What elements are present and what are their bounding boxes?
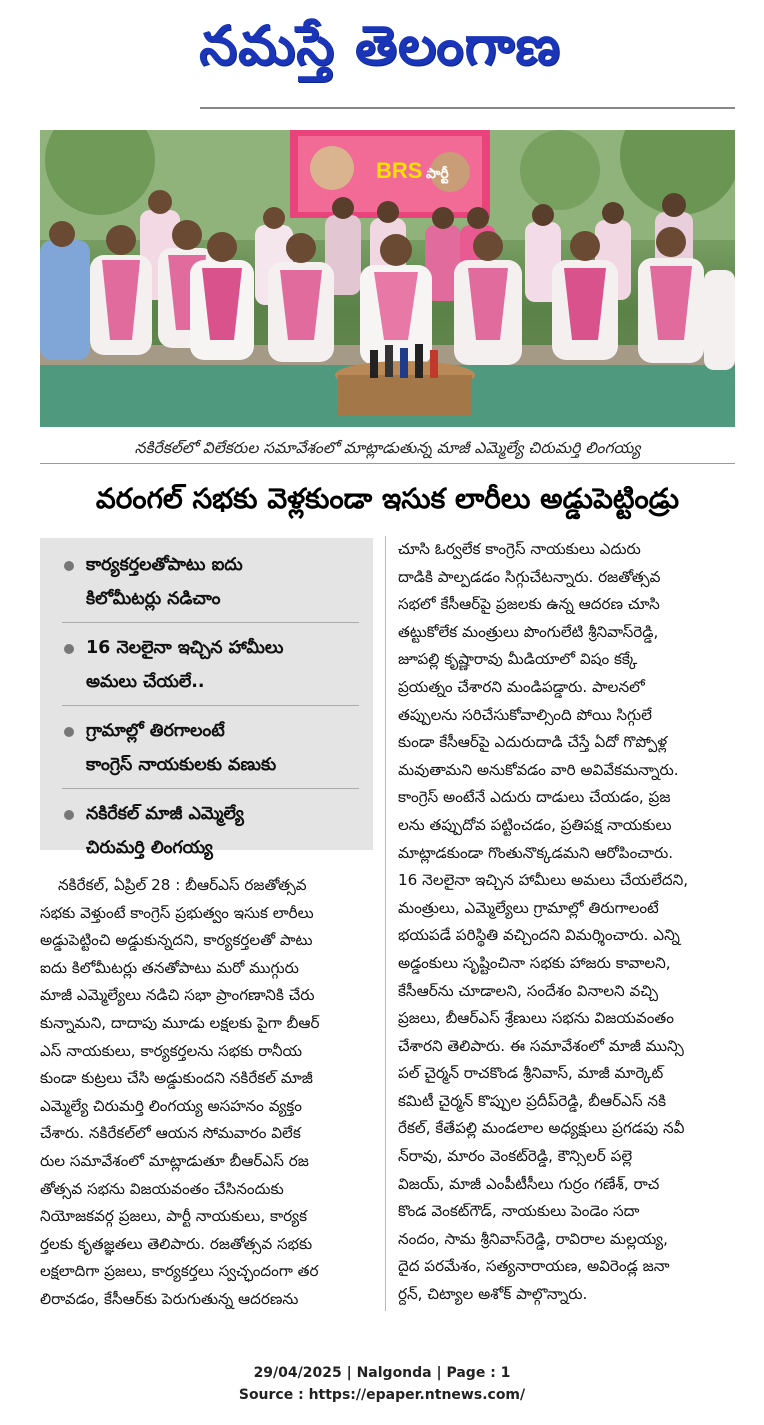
highlight-line: గ్రామాల్లో తిరగాలంటే — [86, 721, 225, 741]
body-line: ఎమ్మెల్యే చిరుమర్తి లింగయ్య అసహనం వ్యక్తం — [40, 1096, 302, 1115]
article-body-right-column — [398, 536, 735, 1309]
body-line: చేశారు. నకిరేకల్‌లో ఆయన సోమవారం విలేక — [40, 1124, 301, 1143]
body-line: కొండ వెంకట్‌గౌడ్, నాయకులు పెండెం సదా — [398, 1202, 640, 1221]
body-line: ఎస్ నాయకులు, కార్యకర్తలను సభకు రానీయ — [40, 1041, 303, 1060]
body-line: లిరావడం, కేసీఆర్‌కు పెరుగుతున్న ఆదరణను — [40, 1289, 299, 1308]
body-line: సభకు వెళ్తుంటే కాంగ్రెస్ ప్రభుత్వం ఇసుక లారీలు — [40, 903, 314, 922]
body-line: కుండా కుట్రలు చేసి అడ్డుకుందని నకిరేకల్ మాజీ — [40, 1069, 313, 1088]
highlight-item — [62, 548, 359, 623]
footer-date-edition: 29/04/2025 | Nalgonda | Page : 1 — [253, 1365, 511, 1381]
press-meet-photo-illustration — [40, 130, 735, 427]
body-line: లను తప్పుదోవ పట్టించడం, ప్రతిపక్ష నాయకులు — [398, 815, 672, 834]
body-line: మవుతామని అనుకోవడం వారి అవివేకమన్నారు. — [398, 760, 679, 779]
highlight-line: 16 నెలలైనా ఇచ్చిన హామీలు — [86, 638, 284, 658]
bullet-icon — [64, 810, 74, 820]
body-line: కేసీఆర్‌ను చూడాలని, సందేశం వినాలని వచ్చి — [398, 981, 659, 1000]
highlight-line: కాంగ్రెస్ నాయకులకు వణుకు — [86, 755, 277, 775]
footer-source-link[interactable]: Source : https://epaper.ntnews.com/ — [238, 1387, 526, 1403]
body-line: తోత్సవ సభను విజయవంతం చేసినందుకు — [40, 1179, 284, 1198]
body-line: దైద పరమేశం, సత్యనారాయణ, అవిరెండ్ల జనా — [398, 1257, 670, 1276]
banner-sub-text: పార్టీ — [426, 166, 449, 182]
highlight-item — [62, 631, 359, 706]
body-line: విజయ్, మాజీ ఎంపీటీసీలు గుర్రం గణేశ్, రాచ — [398, 1174, 660, 1193]
body-line: రేకల్, కేతేపల్లి మండలాల అధ్యక్షులు ప్రగడపు నవీ — [398, 1119, 685, 1138]
highlight-item — [62, 714, 359, 789]
body-line: మాట్లాడకుండా గొంతునొక్కడమని ఆరోపించారు. — [398, 843, 674, 862]
bullet-icon — [64, 644, 74, 654]
highlight-line: చిరుమర్తి లింగయ్య — [86, 838, 213, 858]
body-line: ప్రజలు, బీఆర్‌ఎస్ శ్రేణులు సభను విజయవంతం — [398, 1009, 674, 1028]
body-line: తప్పులను సరిచేసుకోవాల్సింది పోయి సిగ్గులే — [398, 705, 652, 724]
body-line: దాడికి పాల్పడడం సిగ్గుచేటన్నారు. రజతోత్సవ — [398, 567, 661, 586]
body-line: కమిటీ చైర్మన్ కొప్పుల ప్రదీప్‌రెడ్డి, బీఆర్‌ఎస్ నకి — [398, 1091, 667, 1110]
body-line: పల్ చైర్మన్ రాచకొండ శ్రీనివాస్, మాజీ మార్కెట్ — [398, 1064, 664, 1083]
body-line: సభలో కేసీఆర్‌పై ప్రజలకు ఉన్న ఆదరణ చూసి — [398, 595, 660, 614]
body-line: మంత్రులు, ఎమ్మెల్యేలు గ్రామాల్లో తిరుగాలంటే — [398, 898, 659, 917]
page-footer — [0, 1362, 764, 1406]
body-line: నియోజకవర్గ ప్రజలు, పార్టీ నాయకులు, కార్యక — [40, 1207, 308, 1226]
tree-mid — [520, 130, 600, 210]
article-body-left-column — [40, 872, 373, 1314]
banner-text: BRS — [376, 158, 423, 183]
body-line: చూసి ఓర్వలేక కాంగ్రెస్ నాయకులు ఎదురు — [398, 540, 641, 558]
body-line: ర్తలకు కృతజ్ఞతలు తెలిపారు. రజతోత్సవ సభకు — [40, 1234, 313, 1253]
banner-portrait-left — [310, 146, 354, 190]
body-line: ప్రయత్నం చేశారని మండిపడ్డారు. పాలనలో — [398, 677, 645, 696]
body-line: న్‌రావు, మారం వెంకట్‌రెడ్డి, కౌన్సిలర్ పల్లె — [398, 1147, 633, 1166]
body-line: ఐదు కిలోమీటర్లు తనతోపాటు మరో ముగ్గురు — [40, 958, 299, 977]
bullet-icon — [64, 727, 74, 737]
body-line: కుండా కేసీఆర్‌పై ఎదురుదాడి చేస్తే ఏదో గొప్పోళ్ల — [398, 733, 668, 752]
body-line: నందం, సామ శ్రీనివాస్‌రెడ్డి, రావిరాల మల్లయ్య, — [398, 1229, 668, 1248]
article-photo — [40, 130, 735, 427]
body-line: కున్నామని, దాదాపు మూడు లక్షలకు పైగా బీఆర్ — [40, 1013, 320, 1032]
body-line: రుల సమావేశంలో మాట్లాడుతూ బీఆర్‌ఎస్ రజ — [40, 1151, 309, 1170]
bullet-icon — [64, 561, 74, 571]
body-line: జూపల్లి కృష్ణారావు మీడియాలో విషం కక్కే — [398, 650, 638, 669]
highlight-line: అమలు చేయలే.. — [86, 672, 205, 692]
body-line: అడ్డుపెట్టించి అడ్డుకున్నదని, కార్యకర్తలతో పాటు — [40, 931, 313, 950]
highlight-line: కిలోమీటర్లు నడిచాం — [86, 589, 221, 609]
highlight-line: నకిరేకల్ మాజీ ఎమ్మెల్యే — [86, 804, 244, 824]
body-line: ర్దన్, చిట్యాల అశోక్ పాల్గొన్నారు. — [398, 1285, 588, 1304]
highlight-line: కార్యకర్తలతోపాటు ఐదు — [86, 555, 243, 575]
body-line: నకిరేకల్, ఏప్రిల్ 28 : బీఆర్‌ఎస్ రజతోత్సవ — [58, 876, 307, 894]
body-line: కాంగ్రెస్ అంటేనే ఎదురు దాడులు చేయడం, ప్రజ — [398, 788, 671, 807]
newspaper-masthead: నమస్తే తెలంగాణ — [199, 14, 561, 77]
body-line: 16 నెలలైనా ఇచ్చిన హామీలు అమలు చేయలేదని, — [398, 871, 689, 890]
masthead-rule — [200, 107, 735, 109]
article-headline: వరంగల్ సభకు వెళ్లకుండా ఇసుక లారీలు అడ్డుపెట్టిండ్రు — [95, 482, 680, 515]
body-line: తట్టుకోలేక మంత్రులు పొంగులేటి శ్రీనివాస్‌రెడ్డి, — [398, 622, 659, 641]
highlight-item — [62, 797, 359, 871]
column-divider — [385, 536, 386, 1311]
body-line: చేశారని తెలిపారు. ఈ సమావేశంలో మాజీ మున్సి — [398, 1036, 684, 1055]
highlights-box — [40, 538, 373, 858]
body-line: భయపడే పరిస్థితి వచ్చిందని విమర్శించారు. ఎన్ని — [398, 926, 680, 945]
body-line: లక్షలాదిగా ప్రజలు, కార్యకర్తలు స్వచ్ఛందంగా తర — [40, 1262, 319, 1281]
body-line: మాజీ ఎమ్మెల్యేలు నడిచి సభా ప్రాంగణానికి చేరు — [40, 986, 315, 1005]
photo-caption: నకిరేకల్‌లో విలేకరుల సమావేశంలో మాట్లాడుతున్న మాజీ ఎమ్మెల్యే చిరుమర్తి లింగయ్య — [40, 432, 735, 464]
table-base — [338, 375, 472, 415]
body-line: అడ్డంకులు సృష్టించినా సభకు హాజరు కావాలని, — [398, 953, 671, 972]
